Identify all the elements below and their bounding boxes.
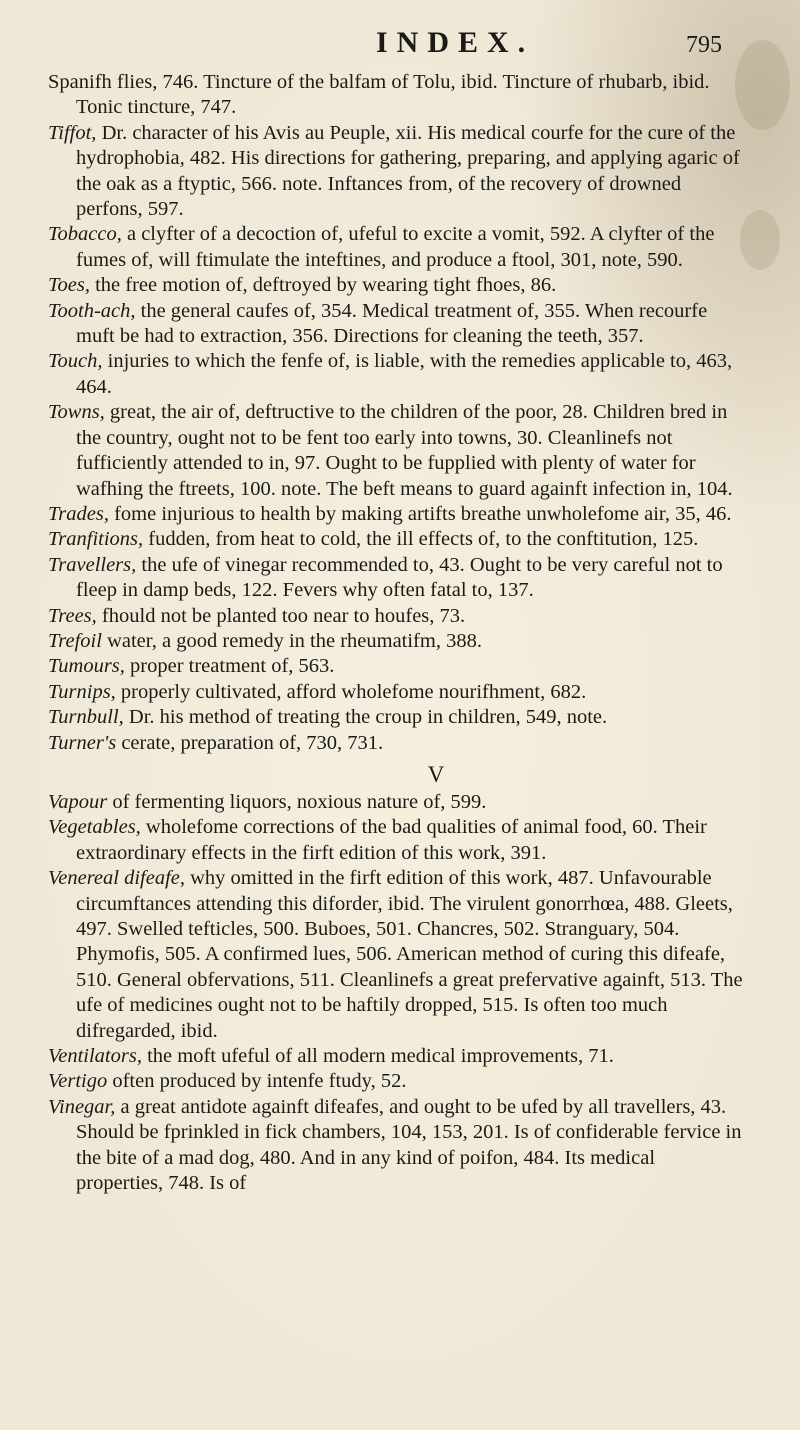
index-entry — [48, 349, 744, 400]
entry-term: Tranfitions, — [48, 528, 144, 551]
index-entry — [48, 70, 744, 121]
index-entry — [48, 222, 744, 273]
index-entry — [48, 400, 744, 502]
entry-text: water, a good remedy in the rheumatifm, 388. — [101, 629, 482, 652]
entry-term: Tooth-ach, — [48, 299, 136, 322]
entry-text: fudden, from heat to cold, the ill effects of, to the conftitution, 125. — [143, 528, 699, 551]
entry-term: Tiffot, — [48, 121, 97, 144]
entry-text: injuries to which the fenfe of, is liable, with the remedies applicable to, 463, 464. — [76, 350, 733, 398]
entry-text: great, the air of, deftructive to the children of the poor, 28. Children bred in the country, ought not to be fent too early into towns, 30. Cleanlinefs not fufficiently attended to in, 97. Ought to be fupplied with plenty of water for wafhing the ftreets, 100. note. The beft means to guard againft infection in, 104. — [76, 401, 733, 500]
index-entry — [48, 731, 744, 756]
entry-term: Towns, — [48, 401, 105, 424]
index-entry — [48, 273, 744, 298]
index-entry — [48, 680, 744, 705]
entry-text: fome injurious to health by making artifts breathe unwholefome air, 35, 46. — [108, 502, 732, 525]
entry-text: a great antidote againft difeafes, and ought to be ufed by all travellers, 43. Should be fprinkled in fick chambers, 104, 153, 201. Is of confiderable fervice in the bite of a mad dog, 480. And in any kind of poifon, 484. Its medical properties, 748. Is of — [76, 1095, 742, 1195]
index-entry — [48, 527, 744, 552]
index-entry — [48, 121, 744, 223]
index-entry — [48, 815, 744, 866]
index-entry — [48, 654, 744, 679]
entry-term: Turner's — [48, 731, 117, 754]
entry-term: Turnbull, — [48, 706, 124, 729]
entry-text: the moft ufeful of all modern medical improvements, 71. — [141, 1045, 614, 1068]
entry-term: Ventilators, — [48, 1045, 142, 1068]
entry-text: Dr. character of his Avis au Peuple, xii. His medical courfe for the cure of the hydrophobia, 482. His directions for gathering, preparing, and applying agaric of the oak as a ftyptic, 566. note. Inftances from, of the recovery of drowned perfons, 597. — [76, 121, 740, 221]
entry-text: often produced by intenfe ftudy, 52. — [107, 1070, 407, 1093]
entry-text: why omitted in the firft edition of this work, 487. Unfavourable circumftances attending this diforder, ibid. The virulent gonorrhœa, 488. Gleets, 497. Swelled tefticles, 500. Buboes, 501. Chancres, 502. Stranguary, 504. Phymofis, 505. A confirmed lues, 506. American method of curing this difeafe, 510. General obfervations, 511. Cleanlinefs a great prefervative againft, 513. The ufe of medicines ought not to be haftily dropped, 515. Is often too much difregarded, ibid. — [76, 867, 743, 1042]
entry-term: Vinegar, — [48, 1095, 116, 1118]
index-entry — [48, 299, 744, 350]
entry-term: Trees, — [48, 604, 97, 627]
entries-t — [48, 70, 744, 756]
entry-text: the free motion of, deftroyed by wearing tight fhoes, 86. — [89, 274, 557, 297]
entry-text: Spanifh flies, 746. Tincture of the balfam of Tolu, ibid. Tincture of rhubarb, ibid. Tonic tincture, 747. — [48, 71, 710, 119]
entry-term: Vapour — [48, 790, 108, 813]
entry-text: the general caufes of, 354. Medical treatment of, 355. When recourfe muft be had to extraction, 356. Directions for cleaning the teeth, 357. — [76, 299, 708, 348]
entry-term: Trades, — [48, 502, 109, 525]
index-entry — [48, 629, 744, 654]
entry-text: of fermenting liquors, noxious nature of, 599. — [107, 790, 487, 813]
page-number: 795 — [686, 32, 722, 58]
entry-term: Trefoil — [48, 629, 102, 652]
entry-term: Venereal difeafe, — [48, 867, 185, 890]
entry-text: a clyfter of a decoction of, ufeful to excite a vomit, 592. A clyfter of the fumes of, will ftimulate the inteftines, and produce a ftool, 301, note, 590. — [76, 223, 715, 271]
index-entries — [48, 70, 744, 1196]
entry-term: Tumours, — [48, 655, 125, 678]
index-entry — [48, 866, 744, 1044]
entry-text: properly cultivated, afford wholefome nourifhment, 682. — [115, 680, 587, 703]
section-letter: V — [427, 761, 445, 787]
running-head — [0, 26, 800, 66]
index-entry — [48, 1044, 744, 1069]
index-entry — [48, 604, 744, 629]
index-entry — [48, 1069, 744, 1094]
index-entry — [48, 705, 744, 730]
index-entry — [48, 1095, 744, 1197]
entry-text: Dr. his method of treating the croup in children, 549, note. — [123, 706, 608, 729]
entry-term: Toes, — [48, 274, 90, 297]
entry-term: Touch, — [48, 350, 103, 373]
entry-text: wholefome corrections of the bad qualities of animal food, 60. Their extraordinary effects in the firft edition of this work, 391. — [76, 816, 707, 864]
entry-term: Tobacco, — [48, 223, 122, 246]
entry-text: proper treatment of, 563. — [124, 655, 335, 678]
entry-term: Vertigo — [48, 1070, 108, 1093]
entry-text: fhould not be planted too near to houfes, 73. — [96, 604, 466, 627]
entry-term: Vegetables, — [48, 816, 141, 839]
entries-v — [48, 790, 744, 1197]
index-entry — [48, 502, 744, 527]
page-title: INDEX. — [376, 26, 535, 59]
entry-term: Turnips, — [48, 680, 116, 703]
paper-stain — [740, 210, 780, 270]
entry-term: Travellers, — [48, 553, 137, 576]
index-entry — [48, 790, 744, 815]
entry-text: cerate, preparation of, 730, 731. — [116, 731, 384, 754]
index-entry — [48, 553, 744, 604]
entry-text: the ufe of vinegar recommended to, 43. Ought to be very careful not to fleep in damp beds, 122. Fevers why often fatal to, 137. — [76, 553, 723, 602]
